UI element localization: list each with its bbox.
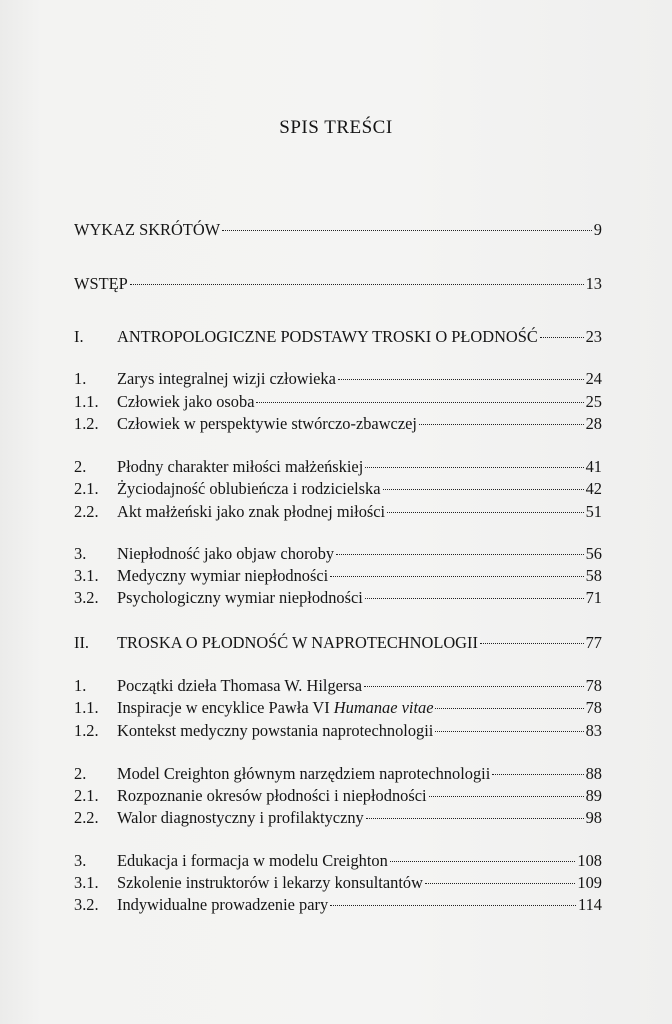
toc-entry-number: 1. — [74, 676, 87, 695]
toc-entry-number: 1.2. — [74, 721, 99, 740]
dot-leader — [330, 905, 576, 906]
dot-leader — [222, 230, 592, 231]
toc-entry — [74, 392, 602, 412]
toc-entry-label: Indywidualne prowadzenie pary — [117, 895, 329, 914]
toc-entry-page: 98 — [585, 808, 602, 827]
toc-entry-label: Zarys integralnej wizji człowieka — [117, 369, 336, 388]
dot-leader — [338, 379, 584, 380]
toc-entry — [74, 895, 602, 915]
toc-entry-number: II. — [74, 633, 90, 652]
toc-entry — [74, 327, 602, 347]
toc-entry-page: 108 — [577, 851, 602, 870]
dot-leader — [540, 337, 584, 338]
toc-entry-page: 78 — [585, 676, 602, 695]
toc-entry — [74, 566, 602, 586]
dot-leader — [390, 861, 576, 862]
dot-leader — [365, 598, 584, 599]
toc-entry — [74, 721, 602, 741]
toc-entry — [74, 479, 602, 499]
dot-leader — [256, 402, 583, 403]
toc-entry-label: Niepłodność jako objaw choroby — [117, 544, 335, 563]
toc-entry-label: Walor diagnostyczny i profilaktyczny — [117, 808, 364, 827]
toc-entry — [74, 502, 602, 522]
toc-entry-label: Psychologiczny wymiar niepłodności — [117, 588, 363, 607]
toc-entry-page: 78 — [585, 698, 602, 717]
toc-entry-number: 2. — [74, 764, 87, 783]
toc-entry-number: 2.1. — [74, 786, 99, 805]
toc-entry-page: 58 — [585, 566, 602, 585]
dot-leader — [336, 554, 583, 555]
toc-entry-number: 2. — [74, 457, 87, 476]
toc-entry — [74, 873, 602, 893]
dot-leader — [330, 576, 583, 577]
toc-entry-number: 2.1. — [74, 479, 99, 498]
toc-entry-page: 83 — [585, 721, 602, 740]
toc-entry-label: WYKAZ SKRÓTÓW — [74, 220, 221, 239]
toc-entry — [74, 851, 602, 871]
toc-entry-page: 89 — [585, 786, 602, 805]
toc-entry — [74, 274, 602, 294]
dot-leader — [383, 489, 584, 490]
dot-leader — [435, 708, 583, 709]
toc-entry-number: 2.2. — [74, 808, 99, 827]
toc-entry-number: 1.1. — [74, 698, 99, 717]
toc-entry-page: 114 — [578, 895, 602, 914]
toc-entry-label: Akt małżeński jako znak płodnej miłości — [117, 502, 386, 521]
dot-leader — [419, 424, 584, 425]
toc-entry-number: 2.2. — [74, 502, 99, 521]
toc-entry — [74, 457, 602, 477]
toc-entry-label — [117, 698, 433, 718]
toc-entry-page: 13 — [585, 274, 602, 293]
toc-entry-label: WSTĘP — [74, 274, 128, 293]
toc-entry-label: Model Creighton głównym narzędziem naprotechnologii — [117, 764, 491, 783]
toc-entry-page: 88 — [585, 764, 602, 783]
toc-entry-label-text: Inspiracje w encyklice Pawła VI — [117, 698, 334, 717]
toc-entry-page: 42 — [585, 479, 602, 498]
dot-leader — [365, 467, 583, 468]
toc-entry — [74, 588, 602, 608]
toc-entry — [74, 786, 602, 806]
toc-entry — [74, 220, 602, 240]
toc-entry-page: 56 — [585, 544, 602, 563]
toc-entry — [74, 544, 602, 564]
toc-entry-number: 1. — [74, 369, 87, 388]
toc-entry-label: Edukacja i formacja w modelu Creighton — [117, 851, 388, 870]
toc-entry-label: Życiodajność oblubieńcza i rodzicielska — [117, 479, 381, 498]
toc-entry-label: Szkolenie instruktorów i lekarzy konsultantów — [117, 873, 423, 892]
toc-entry-page: 24 — [585, 369, 602, 388]
toc-entry-label: Medyczny wymiar niepłodności — [117, 566, 329, 585]
toc-entry-label: Płodny charakter miłości małżeńskiej — [117, 457, 364, 476]
toc-entry — [74, 808, 602, 828]
toc-entry-page: 23 — [585, 327, 602, 346]
toc-entry-page: 71 — [585, 588, 602, 607]
dot-leader — [492, 774, 583, 775]
toc-entry-page: 25 — [585, 392, 602, 411]
toc-entry-page: 109 — [577, 873, 602, 892]
dot-leader — [130, 284, 584, 285]
toc-entry-number: 1.2. — [74, 414, 99, 433]
toc-entry-page: 41 — [585, 457, 602, 476]
toc-entry-label: ANTROPOLOGICZNE PODSTAWY TROSKI O PŁODNOŚĆ — [117, 327, 538, 346]
toc-entry-page: 9 — [593, 220, 602, 239]
toc-entry-number: 3. — [74, 544, 87, 563]
toc-entry — [74, 698, 602, 718]
toc-entry-number: 3.1. — [74, 873, 99, 892]
dot-leader — [387, 512, 584, 513]
encyclical-title: Humanae vitae — [333, 698, 434, 717]
toc-entry — [74, 414, 602, 434]
toc-entry-label: Rozpoznanie okresów płodności i niepłodności — [117, 786, 427, 805]
dot-leader — [435, 731, 583, 732]
toc-entry-label: Kontekst medyczny powstania naprotechnologii — [117, 721, 434, 740]
toc-entry-label: Człowiek jako osoba — [117, 392, 255, 411]
dot-leader — [364, 686, 584, 687]
dot-leader — [429, 796, 584, 797]
toc-entry-number: 3.1. — [74, 566, 99, 585]
toc-entry-number: 1.1. — [74, 392, 99, 411]
toc-entry-page: 28 — [585, 414, 602, 433]
dot-leader — [366, 818, 584, 819]
toc-entry-label: Początki dzieła Thomasa W. Hilgersa — [117, 676, 363, 695]
toc-entry-number: 3.2. — [74, 588, 99, 607]
toc-entry — [74, 676, 602, 696]
toc-entry-page: 51 — [585, 502, 602, 521]
toc-entry — [74, 633, 602, 653]
toc-entry-number: 3. — [74, 851, 87, 870]
toc-entry-label: TROSKA O PŁODNOŚĆ W NAPROTECHNOLOGII — [117, 633, 478, 652]
toc-entry-label: Człowiek w perspektywie stwórczo-zbawczej — [117, 414, 417, 433]
page-title: SPIS TREŚCI — [279, 117, 393, 138]
toc-entry-number: 3.2. — [74, 895, 99, 914]
toc-entry-page: 77 — [585, 633, 602, 652]
toc-entry — [74, 764, 602, 784]
dot-leader — [480, 643, 584, 644]
dot-leader — [425, 883, 576, 884]
toc-entry — [74, 369, 602, 389]
toc-entry-number: I. — [74, 327, 84, 346]
